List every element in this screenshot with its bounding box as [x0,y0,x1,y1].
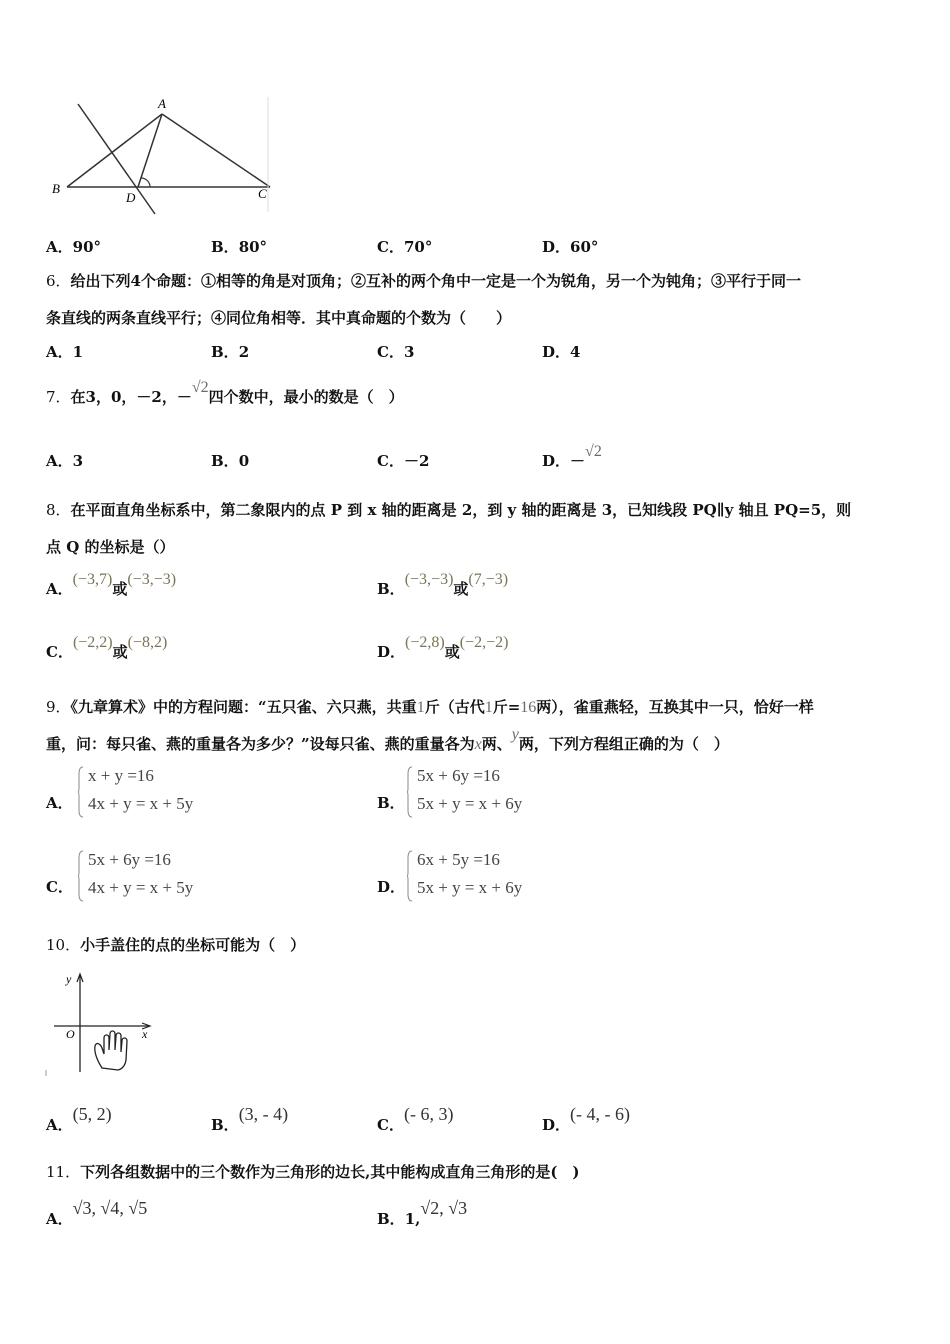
question-number: 6． [46,272,71,290]
option-label: A． [46,343,73,361]
coordinate-hand-figure [42,968,162,1080]
q10-option-a[interactable] [46,1104,112,1135]
option-label: C． [377,238,404,256]
option-value: 2 [238,343,250,361]
option-label: B． [377,1210,405,1228]
option-value: 90° [72,238,102,256]
coordinate: (−3,−3) [127,571,177,588]
q7-option-c[interactable] [377,450,429,471]
option-value: 3 [403,343,415,361]
q11-option-b[interactable] [377,1198,468,1229]
option-prefix: 1, [404,1210,421,1228]
coordinate: (−2,2) [72,634,113,651]
label-d: D [126,190,136,205]
option-value: 80° [238,238,268,256]
label-b: B [52,181,60,196]
question-6-line1 [46,270,801,291]
question-text: 小手盖住的点的坐标可能为（ ） [80,936,306,954]
option-label: A． [46,794,73,812]
question-text: 给出下列4个命题：①相等的角是对顶角；②互补的两个角中一定是一个为锐角，另一个为钝角；③平行于同一 [70,272,801,290]
q9-option-b[interactable] [377,792,405,813]
or-text: 或 [444,643,460,661]
var-y: y [511,726,519,743]
question-number: 9． [46,698,71,716]
question-text: 两，下列方程组正确的为（ ） [518,735,729,753]
question-number: 7． [46,388,71,406]
math-number: 16 [520,699,537,716]
option-label: C． [377,452,404,470]
option-label: A． [46,580,73,598]
q8-option-d[interactable] [377,634,509,662]
option-label: A． [46,238,73,256]
q7-option-a[interactable] [46,450,83,471]
equation-2: 5x + y = x + 6y [417,878,523,897]
option-label: C． [46,643,73,661]
option-value: 70° [403,238,433,256]
coordinate: (−3,7) [72,571,113,588]
question-text: 重，问：每只雀、燕的重量各为多少？”设每只雀、燕的重量各为 [46,735,475,753]
option-label: D． [542,238,571,256]
or-text: 或 [453,580,469,598]
question-text: 在平面直角坐标系中，第二象限内的点 P 到 x 轴的距离是 2，到 y 轴的距离是 3，已知线段 PQ∥y 轴且 PQ=5，则 [70,501,852,519]
q9-option-c[interactable] [46,876,73,897]
question-text: 点 Q 的坐标是（） [46,538,175,556]
option-label: D． [377,878,406,896]
question-text: 两），雀重燕轻，互换其中一只，恰好一样 [536,698,814,716]
option-label: B． [211,238,239,256]
option-label: A． [46,452,73,470]
option-value: －2 [403,452,430,470]
option-label: B． [377,580,405,598]
coordinate: (−8,2) [127,634,168,651]
q6-option-a[interactable] [46,341,83,362]
question-text: 在3，0，－2，－ [70,388,192,406]
equation-2: 5x + y = x + 6y [417,794,523,813]
axis-label-x: x [142,1027,148,1041]
label-c: C [258,186,267,201]
question-number: 10． [46,936,81,954]
math-number: 1 [416,699,425,716]
question-text: 《九章算术》中的方程问题：“五只雀、六只燕，共重 [70,698,417,716]
option-label: D． [542,343,571,361]
or-text: 或 [112,643,128,661]
coordinate: (7,−3) [468,571,509,588]
option-label: D． [542,452,571,470]
q6-option-c[interactable] [377,341,414,362]
axis-label-o: O [66,1027,75,1041]
question-text: 斤（古代 [424,698,485,716]
q5-option-a[interactable] [46,236,101,257]
question-text: 四个数中，最小的数是（ ） [208,388,404,406]
question-9-line1 [46,696,814,717]
question-text: 下列各组数据中的三个数作为三角形的边长,其中能构成直角三角形的是( ) [80,1163,580,1181]
q9-option-d[interactable] [377,876,405,897]
question-8-line2 [46,536,175,557]
option-value: 1 [72,343,84,361]
option-value: － [570,452,586,470]
sqrt-2: √2 [585,443,602,460]
question-9-line2 [46,726,729,754]
math-number: 1 [484,699,493,716]
option-value: (- 4, - 6) [570,1104,630,1124]
label-a: A [158,96,166,111]
q8-option-b[interactable] [377,571,509,599]
q10-option-b[interactable] [211,1104,289,1135]
var-x: x [474,736,482,753]
question-8-line1 [46,499,851,520]
equation-1: 5x + 6y =16 [88,850,171,869]
option-label: D． [542,1116,571,1134]
question-text: 两、 [481,735,512,753]
option-value: √3, √4, √5 [72,1198,148,1218]
question-6-line2 [46,307,511,328]
question-text: 条直线的两条直线平行；④同位角相等．其中真命题的个数为（ ） [46,309,512,327]
q7-option-b[interactable] [211,450,249,471]
question-text: 斤= [492,698,521,716]
option-label: C． [46,878,73,896]
option-value: 3 [72,452,84,470]
option-value: 0 [238,452,250,470]
coordinate: (−3,−3) [404,571,454,588]
sqrt-2: √2 [191,379,209,396]
option-label: A． [46,1116,73,1134]
equation-1: 6x + 5y =16 [417,850,500,869]
q5-option-b[interactable] [211,236,267,257]
coordinate: (−2,−2) [459,634,509,651]
equation-2: 4x + y = x + 5y [88,878,194,897]
question-11 [46,1161,580,1182]
q5-option-c[interactable] [377,236,432,257]
question-number: 11． [46,1163,81,1181]
option-value: (3, - 4) [238,1104,289,1124]
triangle-figure [40,92,280,222]
q10-option-d[interactable] [542,1104,630,1135]
equation-2: 4x + y = x + 5y [88,794,194,813]
q9-option-a[interactable] [46,792,73,813]
option-label: B． [211,343,239,361]
option-value: (5, 2) [72,1104,112,1124]
q7-option-d[interactable] [542,443,602,471]
option-value: 60° [570,238,599,256]
q8-option-c[interactable] [46,634,168,662]
equation-1: 5x + 6y =16 [417,766,500,785]
question-number: 8． [46,501,71,519]
option-label: B． [211,1116,239,1134]
axis-label-y: y [66,972,72,986]
equation-1: x + y =16 [88,766,154,785]
option-label: C． [377,343,404,361]
option-value: (- 6, 3) [403,1104,454,1124]
hand-icon [95,1031,127,1070]
option-value: 4 [570,343,581,361]
q11-option-a[interactable] [46,1198,148,1229]
option-label: B． [377,794,405,812]
question-10 [46,934,305,955]
q6-option-b[interactable] [211,341,249,362]
or-text: 或 [112,580,128,598]
coordinate: (−2,8) [405,634,445,651]
q6-option-d[interactable] [542,341,580,362]
option-label: B． [211,452,239,470]
question-7 [46,379,404,407]
option-label: D． [377,643,406,661]
option-value: √2, √3 [420,1198,468,1218]
option-label: A． [46,1210,73,1228]
option-label: C． [377,1116,404,1134]
q8-option-a[interactable] [46,571,177,599]
q10-option-c[interactable] [377,1104,454,1135]
q5-option-d[interactable] [542,236,598,257]
